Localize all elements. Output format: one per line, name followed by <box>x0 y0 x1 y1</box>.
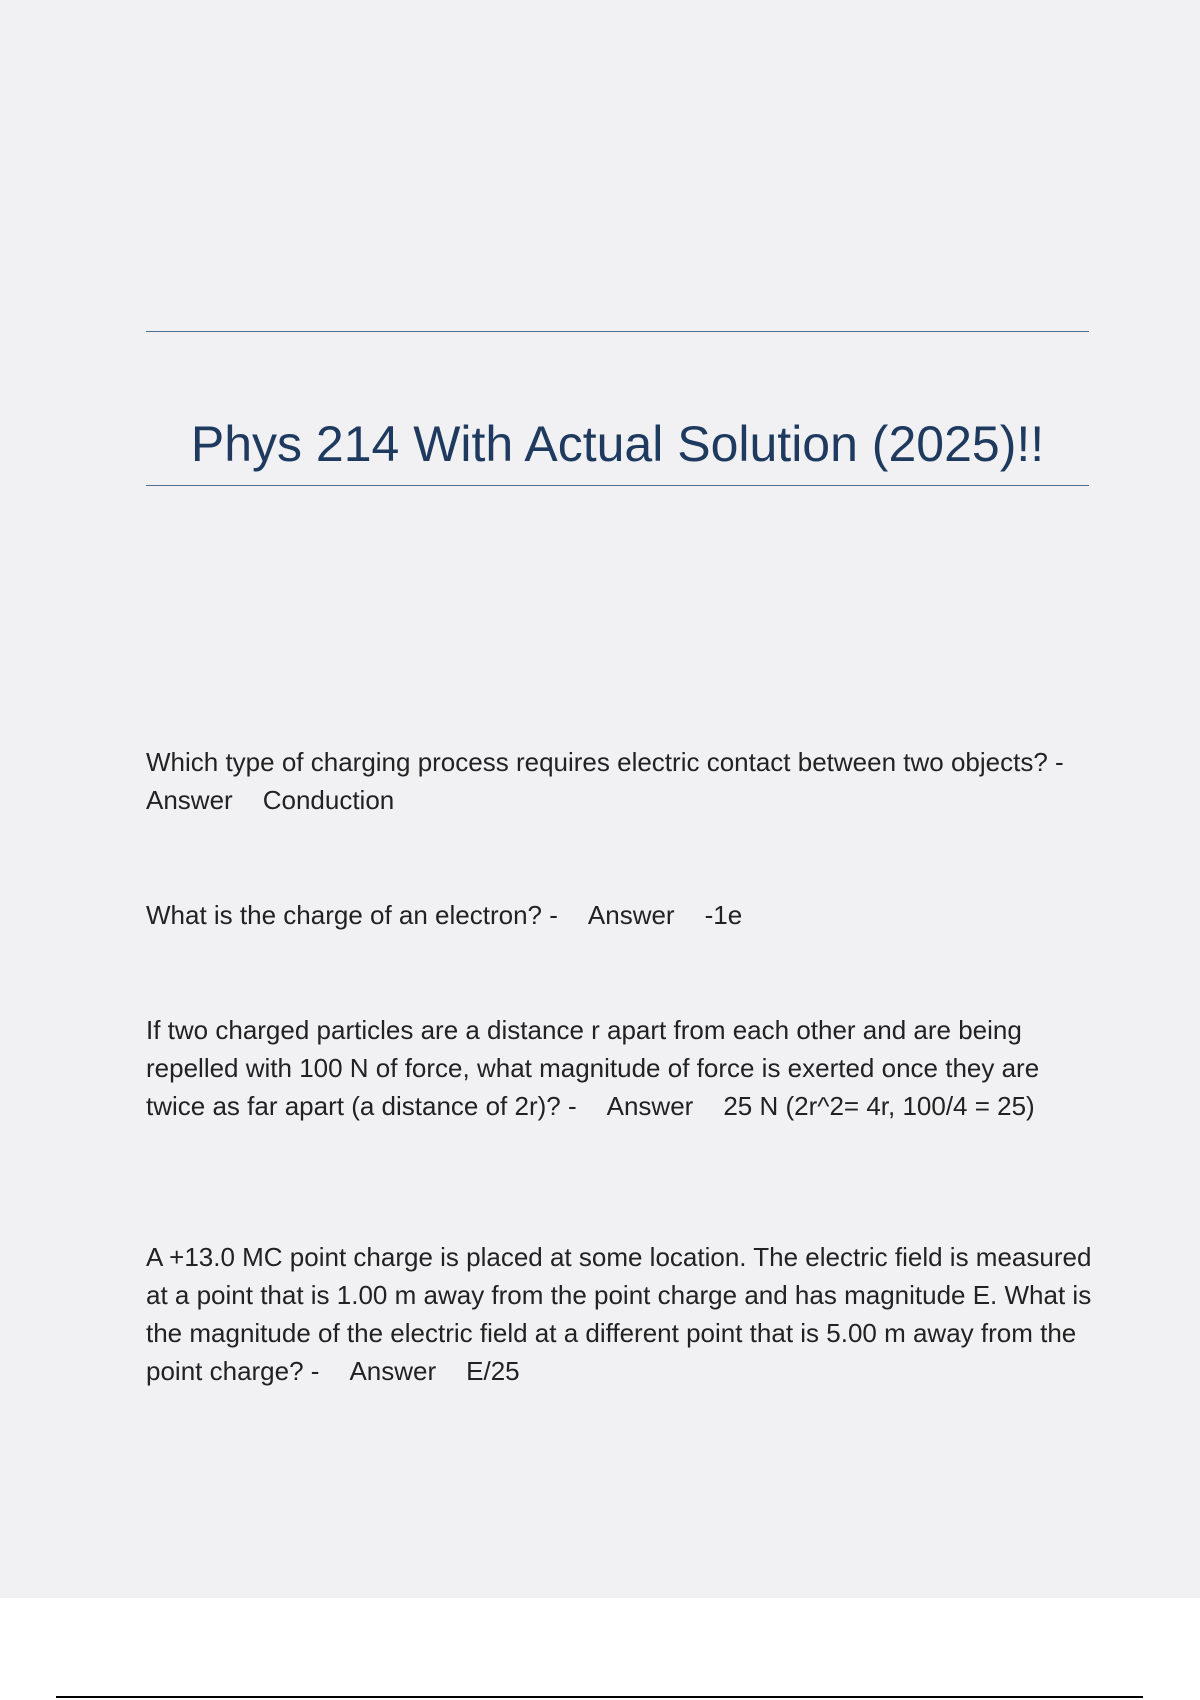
answer-text: -1e <box>704 900 743 930</box>
answer-text: 25 N (2r^2= 4r, 100/4 = 25) <box>723 1091 1035 1121</box>
document-title: Phys 214 With Actual Solution (2025)!! <box>190 416 1045 472</box>
answer-label: Answer <box>606 1091 694 1121</box>
qa-item-4 <box>146 1238 1096 1390</box>
answer-text: Conduction <box>262 785 395 815</box>
answer-text: E/25 <box>466 1356 520 1386</box>
question-text: What is the charge of an electron? - <box>146 900 558 930</box>
qa-item-2 <box>146 896 1096 934</box>
qa-item-3 <box>146 1011 1096 1125</box>
answer-label: Answer <box>146 785 233 815</box>
qa-item-1 <box>146 743 1096 819</box>
answer-label: Answer <box>587 900 675 930</box>
question-text: Which type of charging process requires electric contact between two objects? - <box>146 747 1064 777</box>
answer-label: Answer <box>349 1356 437 1386</box>
question-text: If two charged particles are a distance r apart from each other and are being repelled with 100 N of force, what magnitude of force is exerted once they are twice as far apart (a distance of 2r)? - <box>146 1015 1040 1121</box>
footer-rule <box>56 1696 1143 1698</box>
question-text: A +13.0 MC point charge is placed at some location. The electric field is measured at a point that is 1.00 m away from the point charge and has magnitude E. What is the magnitude of the electric field at a different point that is 5.00 m away from the point charge? - <box>146 1242 1092 1386</box>
title-bottom-rule <box>146 485 1089 486</box>
title-top-rule <box>146 331 1089 332</box>
